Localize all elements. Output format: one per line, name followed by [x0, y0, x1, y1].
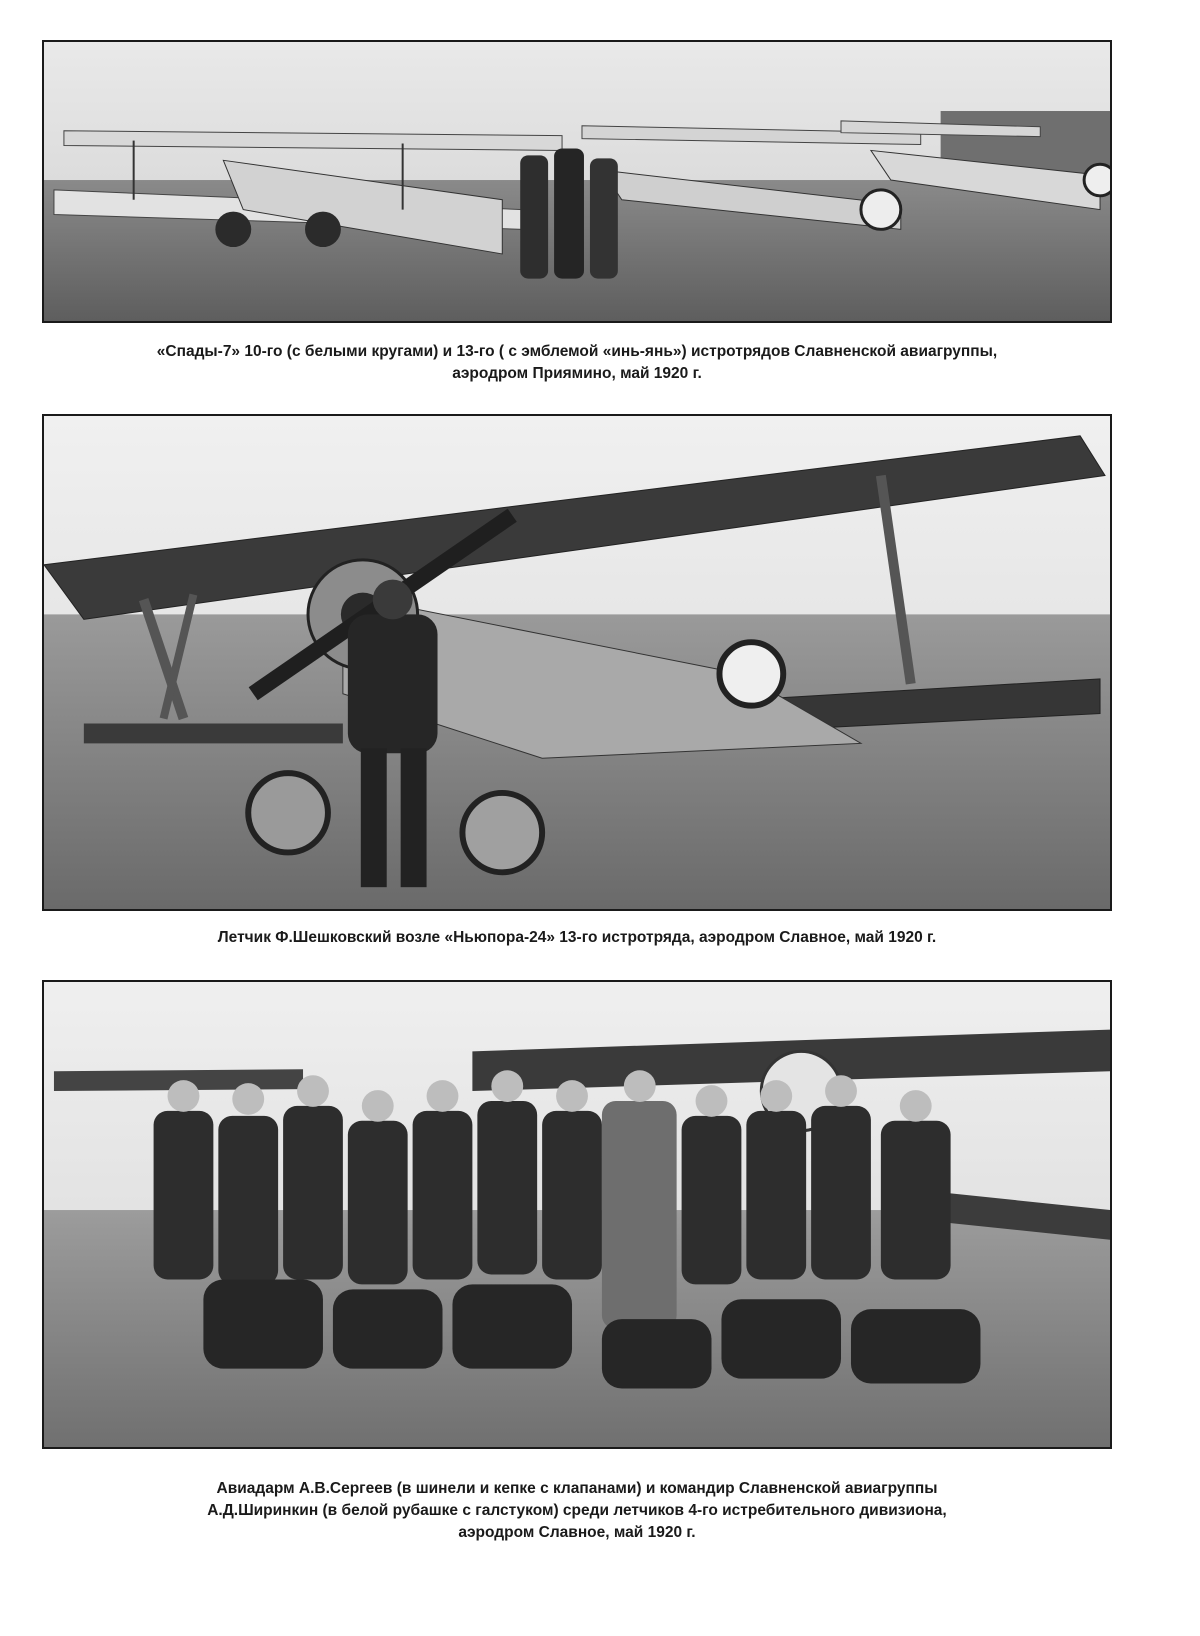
photo-nieuport-24-image — [44, 416, 1110, 909]
caption-line: аэродром Приямино, май 1920 г. — [452, 365, 702, 382]
caption-line: «Спады-7» 10-го (с белыми кругами) и 13-го ( с эмблемой «инь-янь») истротрядов Славненской авиагруппы, — [156, 343, 998, 360]
caption-line: Летчик Ф.Шешковский возле «Ньюпора-24» 13-го истротряда, аэродром Славное, май 1920 г. — [217, 929, 937, 946]
caption-line: А.Д.Ширинкин (в белой рубашке с галстуком) среди летчиков 4-го истребительного дивизиона, — [207, 1502, 947, 1519]
caption-spad-7 — [40, 341, 1114, 385]
caption-nieuport-24 — [40, 927, 1114, 949]
photo-aviators-group — [42, 980, 1112, 1449]
photo-nieuport-24-pilot — [42, 414, 1112, 911]
photo-aviators-group-image — [44, 982, 1110, 1447]
photo-spad-7-image — [44, 42, 1110, 321]
caption-line: аэродром Славное, май 1920 г. — [458, 1524, 696, 1541]
photo-spad-7-lineup — [42, 40, 1112, 323]
caption-aviators-group — [40, 1478, 1114, 1544]
caption-line: Авиадарм А.В.Сергеев (в шинели и кепке с клапанами) и командир Славненской авиагруппы — [216, 1480, 938, 1497]
